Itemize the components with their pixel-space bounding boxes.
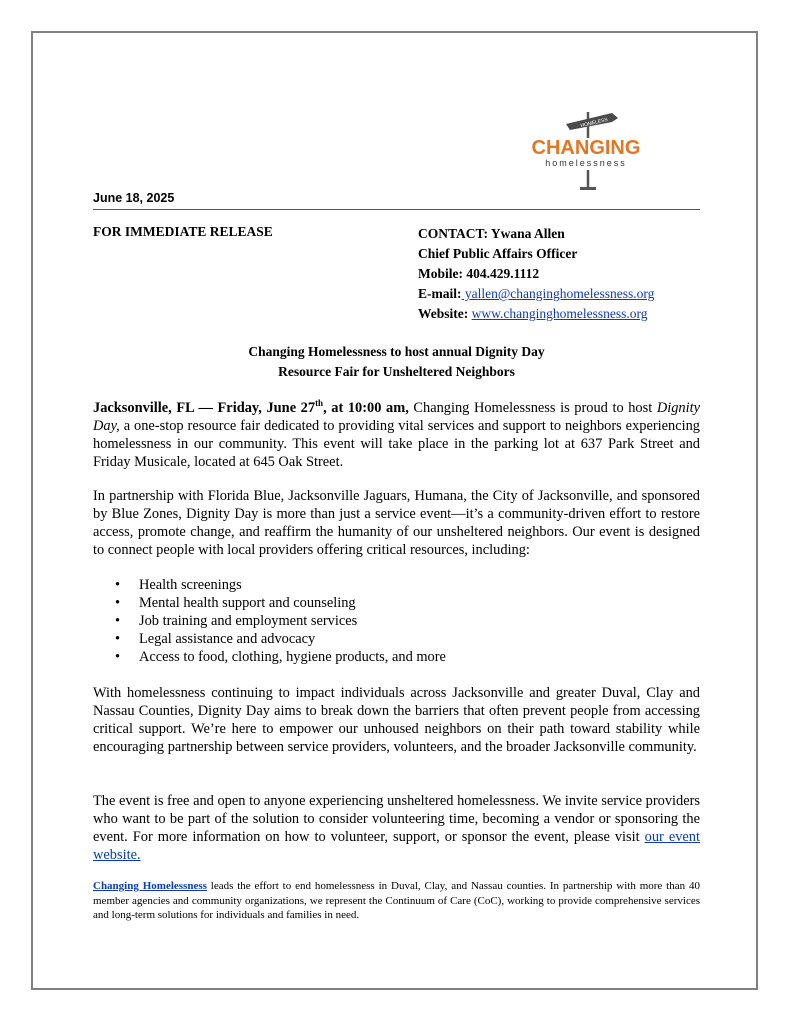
dateline-a: Jacksonville, FL — Friday, June 27 — [93, 400, 316, 416]
bullet-icon: • — [115, 595, 121, 611]
logo-wordmark: CHANGING — [531, 137, 641, 159]
footer-text: leads the effort to end homelessness in Duval, Clay, and Nassau counties. In partnership with more than 40 member agencies and community organizations, we represent the Continuum of Care (CoC), working to provide comprehensive services and long-term solutions for individuals and families in need. — [93, 880, 700, 921]
headline-line-2: Resource Fair for Unsheltered Neighbors — [278, 364, 515, 379]
bullet-icon: • — [115, 631, 121, 647]
contact-mobile: Mobile: 404.429.1112 — [418, 266, 540, 281]
intro-text-a: Changing Homelessness is proud to host — [408, 400, 657, 416]
services-list — [93, 576, 700, 666]
intro-italic: Dignity Day, — [93, 400, 700, 434]
list-item: • Health screenings — [115, 577, 242, 593]
dateline-b: , at 10:00 am, — [323, 400, 409, 416]
org-link[interactable]: Changing Homelessness — [93, 880, 207, 892]
contact-email-row — [418, 284, 654, 304]
headline-line-1: Changing Homelessness to host annual Dignity Day — [248, 344, 545, 359]
header-divider — [93, 209, 700, 210]
event-website-link[interactable]: our event website. — [93, 829, 701, 863]
bullet-icon: • — [115, 613, 121, 629]
release-label: FOR IMMEDIATE RELEASE — [93, 224, 273, 239]
list-item: • Mental health support and counseling — [115, 595, 356, 611]
list-item: • Job training and employment services — [115, 613, 358, 629]
contact-name: CONTACT: Ywana Allen — [418, 226, 565, 241]
logo-subtitle: homelessness — [545, 158, 627, 168]
sign-text: HOMELESS — [580, 117, 609, 130]
bullet-icon: • — [115, 649, 121, 665]
paragraph-intro — [93, 399, 700, 471]
contact-website-row — [418, 304, 654, 324]
headline — [93, 342, 700, 382]
bullet-icon: • — [115, 577, 121, 593]
website-link[interactable]: www.changinghomelessness.org — [471, 306, 648, 321]
email-link[interactable]: yallen@changinghomelessness.org — [461, 286, 655, 301]
intro-text-b: a one-stop resource fair dedicated to providing vital services and support to neighbors experiencing homelessness in our community. This event will take place in the parking lot at 637 Park Street and Friday Musicale, located at 645 Oak Street. — [93, 418, 700, 470]
contact-block — [418, 224, 654, 324]
release-date: June 18, 2025 — [93, 191, 175, 205]
invite-text: The event is free and open to anyone experiencing unsheltered homelessness. We invite service providers who want to be part of the solution to consider volunteering time, becoming a vendor or sponsoring the event. For more information on how to volunteer, support, or sponsor the event, please visit — [93, 793, 700, 845]
dateline-sup: th — [315, 398, 324, 409]
email-label: E-mail: — [418, 286, 462, 301]
list-item: • Legal assistance and advocacy — [115, 631, 316, 647]
contact-title: Chief Public Affairs Officer — [418, 246, 578, 261]
list-item: • Access to food, clothing, hygiene products, and more — [115, 649, 446, 665]
about-footer — [93, 879, 700, 923]
changing-homelessness-logo — [530, 108, 642, 194]
website-label: Website: — [418, 306, 469, 321]
paragraph-invite — [93, 792, 700, 864]
paragraph-impact: With homelessness continuing to impact individuals across Jacksonville and greater Duval, Clay and Nassau Counties, Dignity Day aims to break down the barriers that often prevent people from accessing critical support. We’re here to empower our unhoused neighbors on their path toward stability while encouraging partnership between service providers, volunteers, and the broader Jacksonville community. — [93, 685, 700, 755]
paragraph-partnership: In partnership with Florida Blue, Jacksonville Jaguars, Humana, the City of Jacksonville, and sponsored by Blue Zones, Dignity Day is more than just a service event—it’s a community-driven effort to restore access, promote change, and reaffirm the humanity of our unsheltered neighbors. Our event is designed to connect people with local providers offering critical resources, including: — [93, 488, 700, 558]
